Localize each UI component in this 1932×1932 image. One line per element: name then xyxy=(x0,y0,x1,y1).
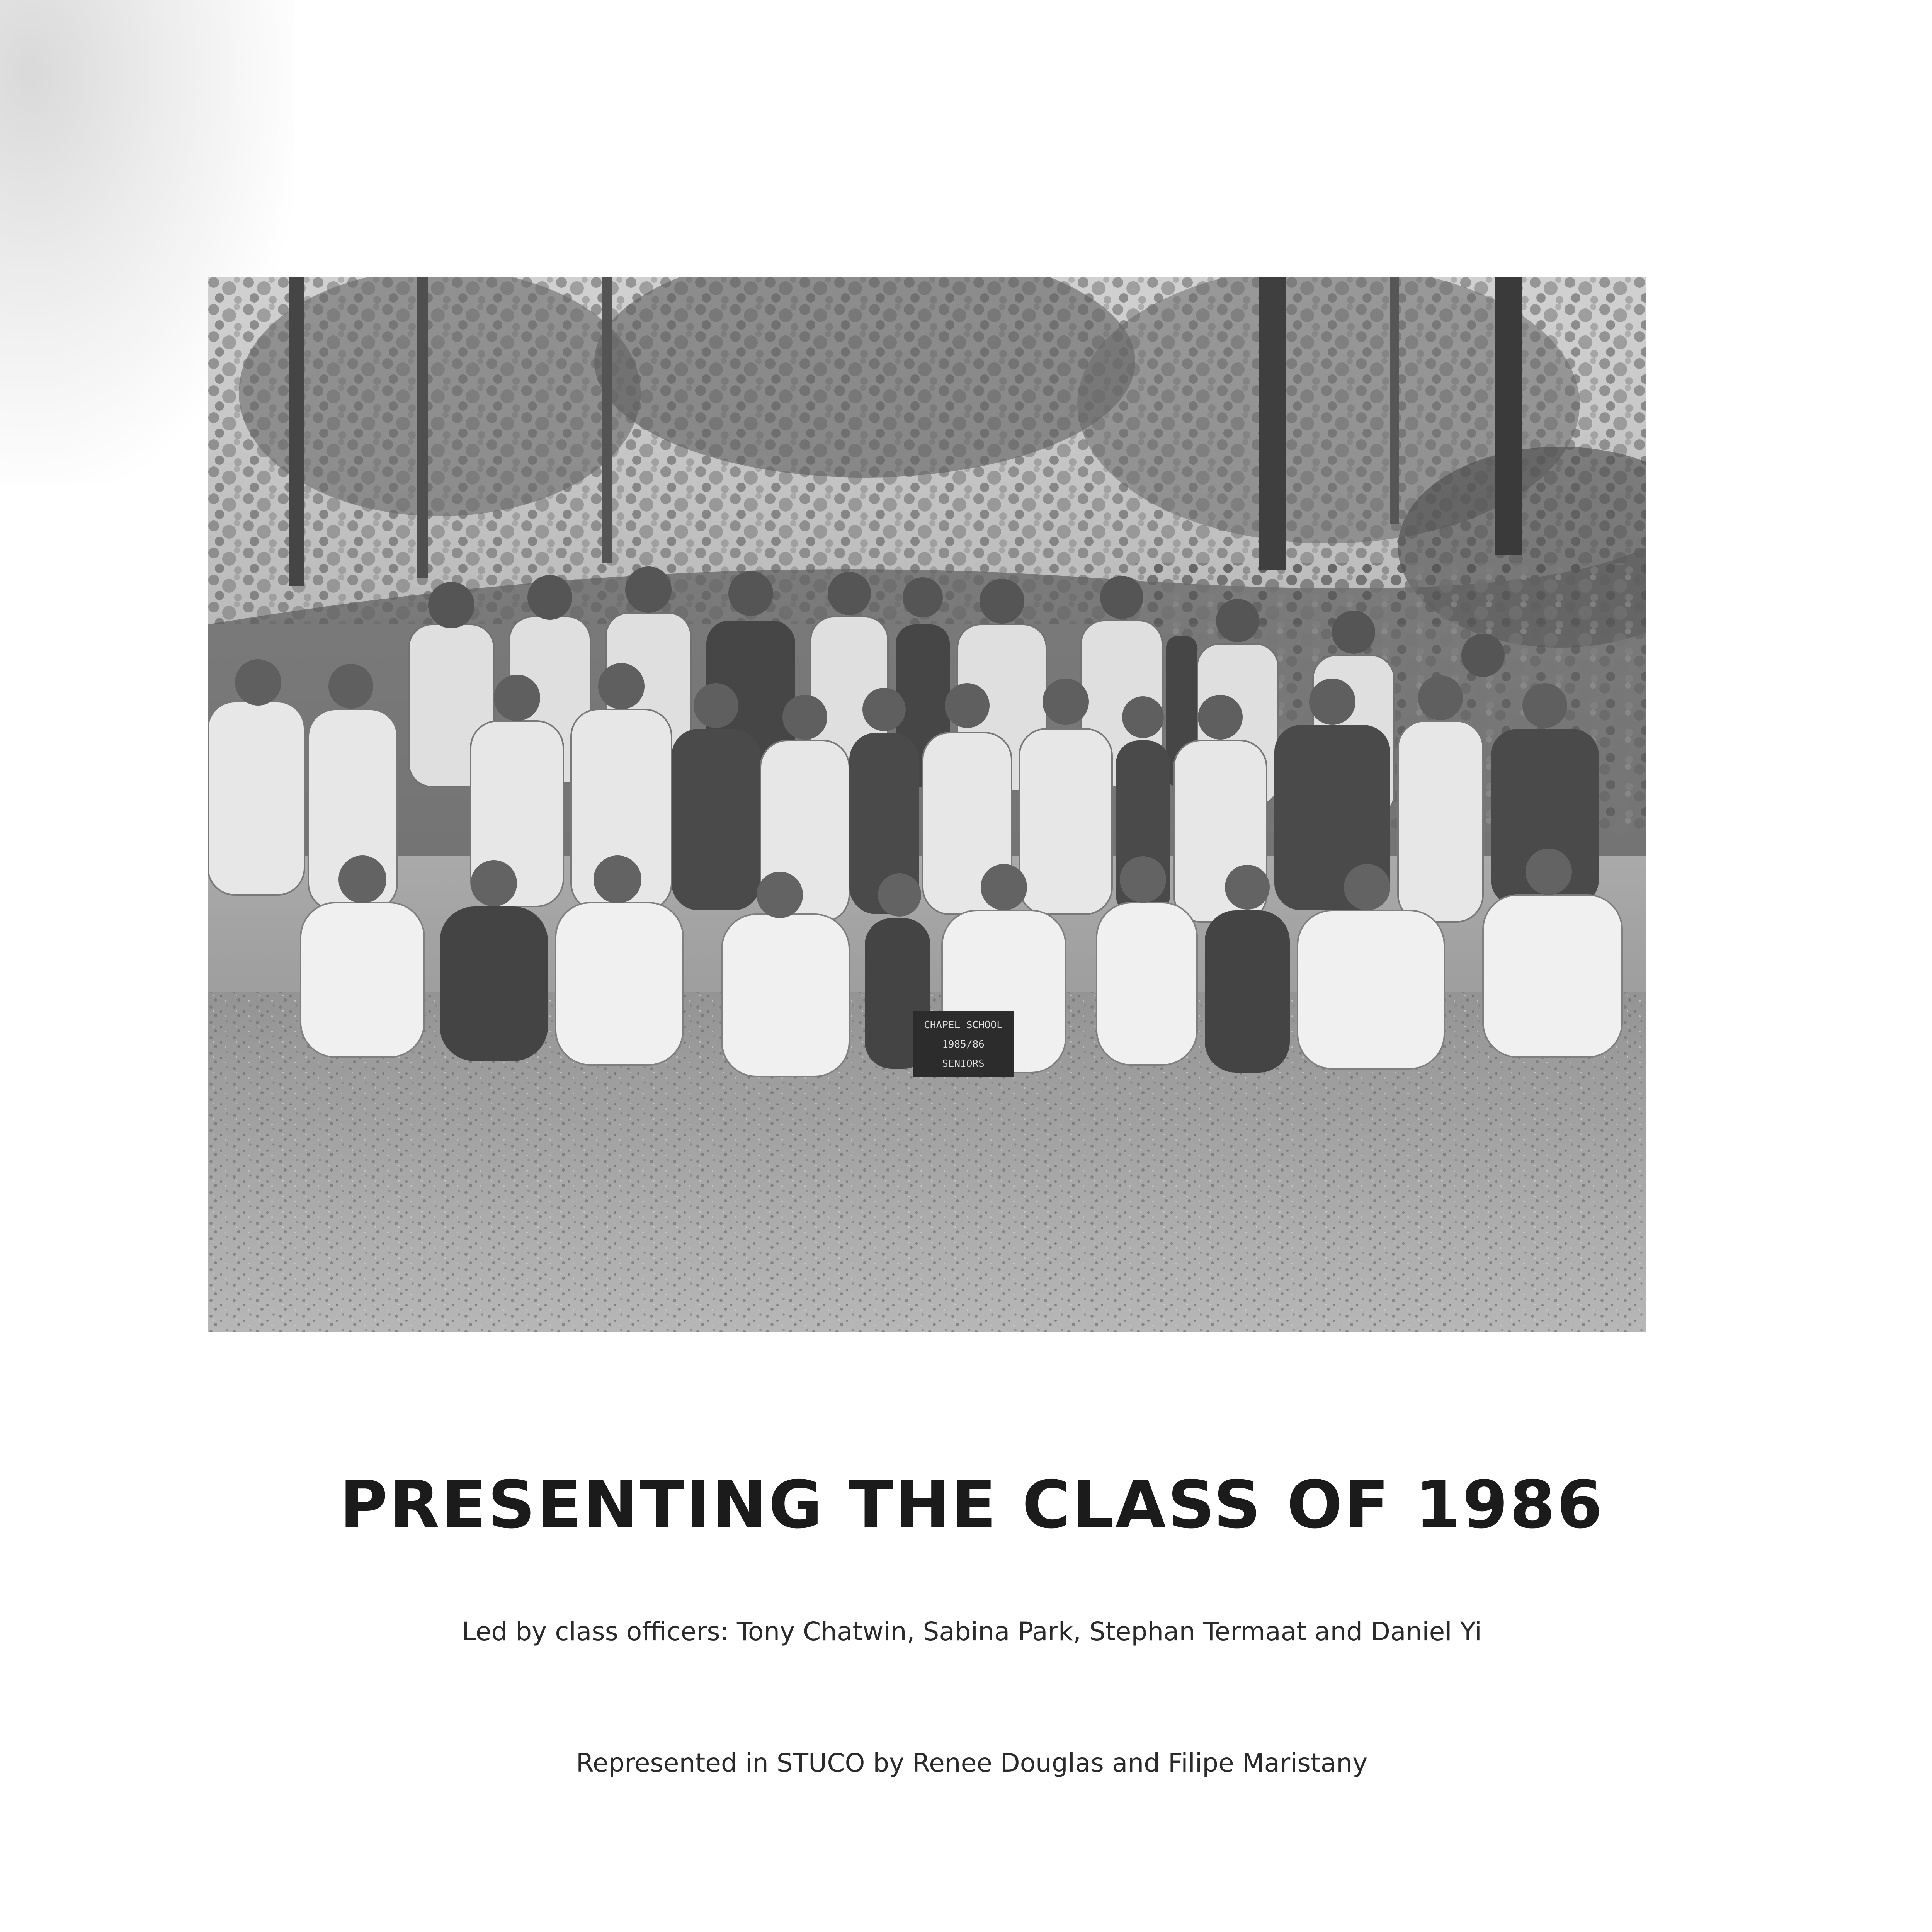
class-group-photo xyxy=(208,277,1646,1332)
page-title: PRESENTING THE CLASS OF 1986 xyxy=(339,1467,1604,1543)
stuco-representatives-line: Represented in STUCO by Renee Douglas and Filipe Maristany xyxy=(576,1748,1368,1778)
class-group-photo-image xyxy=(208,277,1646,1332)
sign-line-3: SENIORS xyxy=(942,1058,985,1070)
sign-line-2: 1985/86 xyxy=(942,1039,985,1050)
sign-line-1: CHAPEL SCHOOL xyxy=(924,1019,1003,1031)
class-officers-line: Led by class officers: Tony Chatwin, Sabina Park, Stephan Termaat and Daniel Yi xyxy=(462,1617,1482,1646)
